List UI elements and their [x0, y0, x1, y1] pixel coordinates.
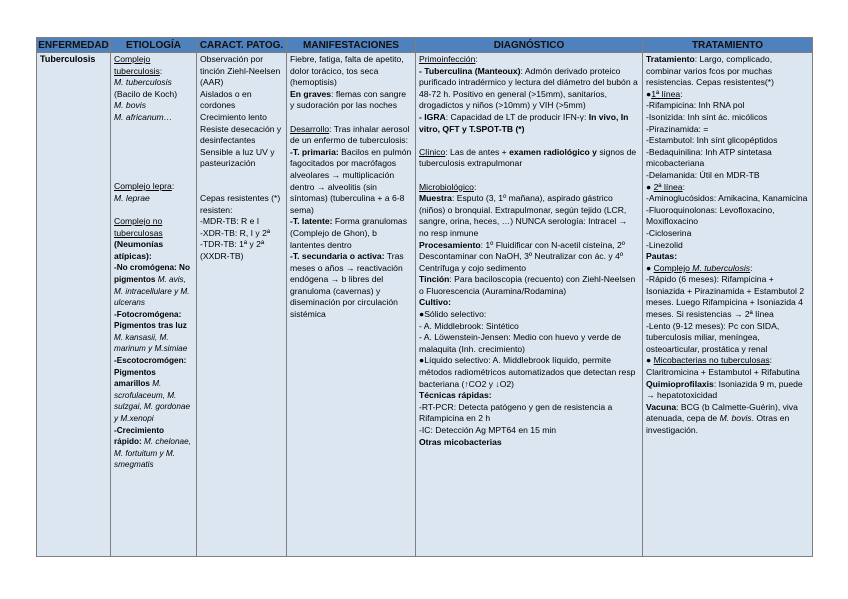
diagnosis-lowenstein: - A. Löwenstein-Jensen: Medio con huevo y verde de malaquita (Inh. crecimiento) — [419, 332, 622, 354]
pathology-xdr: -XDR-TB: R, I y 2ª — [200, 227, 271, 238]
treatment-pautas: Pautas: — [646, 251, 678, 262]
manifestations-secondary: -T. secundaria o activa: Tras meses o años → reactivación endógena → b libres del granuloma (cavernas) y diseminación por circulación sistémica — [290, 251, 404, 320]
etiology-complex-leprae: Complejo lepra: — [114, 181, 175, 192]
manifestations-development: Desarrollo: Tras inhalar aerosol de un enfermo de tuberculosis: — [290, 123, 410, 146]
treatment-vaccine: Vacuna: BCG (b Calmette-Guérin), viva atenuada, cepa de M. bovis. Otras en investigación. — [646, 401, 798, 435]
pathology-stain: Observación por tinción Ziehl-Neelsen (AAR) — [200, 54, 281, 88]
treatment-complex-tb: ● Complejo M. tuberculosis: — [646, 262, 753, 273]
pathology-resistant-strains: Cepas resistentes (*) resisten: — [200, 192, 281, 215]
diagnosis-igra: - IGRA: Capacidad de LT de producir IFN-γ: In vivo, In vitro, QFT y T.SPOT-TB (*) — [419, 111, 629, 134]
treatment-cell — [643, 53, 813, 557]
bullet-icon: ● — [646, 262, 654, 273]
manifestations-latent: -T. latente: Forma granulomas (Complejo de Ghon), b lantentes dentro — [290, 216, 408, 250]
disease-cell — [37, 53, 111, 557]
diagnosis-other: Otras micobacterias — [419, 436, 502, 447]
etiology-species-tuberculosis: M. tuberculosis — [114, 77, 172, 88]
header-pathology: CARACT. PATOG. — [197, 38, 287, 53]
etiology-rapid-growth: -Crecimiento rápido: M. chelonae, M. fortuitum y M. smegmatis — [114, 425, 191, 470]
bullet-icon: ● — [646, 181, 654, 192]
pathology-slow-growth: Crecimiento lento — [200, 111, 267, 122]
disease-name: Tuberculosis — [40, 54, 96, 64]
treatment-linezolid: -Linezolid — [646, 239, 683, 250]
diagnosis-middlebrook: - A. Middlebrook: Sintético — [419, 320, 519, 331]
treatment-delamanida: -Delamanida: Útil en MDR-TB — [646, 169, 760, 180]
header-row — [37, 38, 813, 53]
header-diagnosis: DIAGNÓSTICO — [416, 38, 643, 53]
tuberculosis-table — [36, 37, 813, 557]
bullet-icon: ● — [646, 355, 654, 366]
etiology-cell — [111, 53, 197, 557]
diagnosis-processing: Procesamiento: 1º Fluidificar con N-acetil cisteína, 2º Descontaminar con NaOH, 3º Neutralizar con ác. y 4º Centrífuga y cojo sedimento — [419, 239, 625, 273]
header-treatment: TRATAMIENTO — [643, 38, 813, 53]
etiology-fotocromogen: -Fotocromógena: Pigmentos tras luz M. kansasii, M. marinum y M.simiae — [114, 309, 188, 354]
treatment-aminoglucosidos: -Aminoglucósidos: Amikacina, Kanamicina — [646, 193, 808, 204]
diagnosis-rapid: Técnicas rápidas: — [419, 390, 492, 401]
etiology-species-africanum: M. africanum… — [114, 111, 173, 122]
etiology-complex-ntm: Complejo no tuberculosas — [114, 215, 163, 238]
diagnosis-clinic: Clínico: Las de antes + examen radiológico y signos de tuberculosis extrapulmonar — [419, 146, 637, 169]
etiology-escotocromogen: -Escotocromógen: Pigmentos amarillos M. scrofulaceum, M. sulzgai, M. gordonae y M.xenopi — [114, 356, 191, 424]
treatment-intro: Tratamiento: Largo, complicado, combinar varios fcos por muchas resistencias. Cepas resistentes(*) — [646, 54, 774, 88]
treatment-chemoprophylaxis: Quimioprofilaxis: Isoniazida 9 m, puede → hepatotoxicidad — [646, 378, 803, 401]
manifestations-severe: En graves: flemas con sangre y sudoración por las noches — [290, 88, 407, 111]
treatment-pirazinamida: -Pirazinamida: = — [646, 123, 709, 134]
header-disease: ENFERMEDAD — [38, 39, 109, 51]
pathology-cell — [197, 53, 287, 557]
pathology-tdr: -TDR-TB: 1ª y 2ª (XXDR-TB) — [200, 239, 265, 261]
pathology-isolated: Aislados o en cordones — [200, 88, 252, 111]
header-etiology: ETIOLOGÍA — [111, 38, 197, 53]
diagnosis-culture: Cultivo: — [419, 297, 451, 308]
diagnosis-primo: Primoinfección: — [419, 54, 478, 64]
etiology-species-bovis: M. bovis — [114, 100, 146, 111]
pathology-sensitive: Sensible a luz UV y pasteurización — [200, 146, 275, 169]
diagnosis-micro: Microbiológico: — [419, 181, 477, 192]
treatment-slow: -Lento (9-12 meses): Pc con SIDA, tuberculosis miliar, meníngea, osteoarticular, prostática y renal — [646, 320, 780, 354]
tuberculosis-row — [37, 53, 813, 557]
treatment-cicloserina: -Cicloserina — [646, 227, 692, 238]
etiology-species-leprae: M. leprae — [114, 192, 150, 203]
etiology-species-koch: (Bacilo de Koch) — [114, 88, 178, 99]
treatment-rifampicina: -Rifampicina: Inh RNA pol — [646, 100, 745, 111]
diagnosis-ic: -IC: Detección Ag MPT64 en 15 min — [419, 425, 557, 435]
diagnosis-sample: Muestra: Esputo (3, 1º mañana), aspirado gástrico (niños) o bronquial. Extrapulmonar, según tejido (LCR, sangre, orina, heces, …) NUNCA serología: Intracel → no resp inmune — [419, 193, 628, 238]
etiology-noncromogen: -No cromógena: No pigmentos M. avis, M. intracellulare y M. ulcerans — [114, 263, 190, 308]
diagnosis-liquid: ●Líquido selectivo: A. Middlebrook líquido, permite métodos radiométricos automatizados que detectan resp bacteriana (↑CO2 y ↓O2) — [419, 355, 636, 389]
manifestations-primary: -T. primaria: Bacilos en pulmón fagocitados por macrófagos alveolares → multiplicación dentro → alveolitis (sin síntomas) (tuberculina + a 6-8 sema) — [290, 146, 412, 215]
diagnosis-rtpcr: -RT-PCR: Detecta patógeno y gen de resistencia a Rifampicina en 2 h — [419, 401, 613, 424]
treatment-isonizida: -Isonizida: Inh sínt ác. micólicos — [646, 111, 768, 122]
diagnosis-staining: Tinción: Para baciloscopia (recuento) con Ziehl-Neelsen o Fluorescencia (Auramina/Rodamina) — [419, 274, 636, 296]
etiology-complex-tb: Complejo tuberculosis: — [114, 54, 163, 76]
diagnosis-solid: ●Sólido selectivo: — [419, 309, 487, 320]
manifestations-symptoms: Fiebre, fatiga, falta de apetito, dolor torácico, tos seca (hemoptisis) — [290, 54, 404, 88]
treatment-bedaquilina: -Bedaquinilina: Inh ATP sintetasa micobacteriana — [646, 146, 772, 169]
header-manifestations: MANIFESTACIONES — [287, 38, 416, 53]
pathology-resists: Resiste desecación y desinfectantes — [200, 123, 282, 146]
diagnosis-cell — [416, 53, 643, 557]
treatment-fluoroquinolonas: -Fluoroquinolonas: Levofloxacino, Moxifloxacino — [646, 204, 775, 227]
etiology-ntm-note: (Neumonías atípicas): — [114, 239, 164, 261]
diagnosis-tuberculin: - Tuberculina (Manteoux): Admón derivado proteico purificado intradérmico y lectura del diámetro del bubón a 48-72 h. Positivo en general (>15mm), sanitarios, drogadictos y niños (>10mm) y VIH (>5mm) — [419, 65, 638, 111]
bullet-icon: ● — [646, 88, 652, 99]
treatment-fast: -Rápido (6 meses): Rifampicina + Isoniazida + Pirazinamida + Estambutol 2 meses. Luego Rifampicina + Isoniazida 4 meses. Si resistencias → 2ª línea — [646, 274, 805, 320]
manifestations-cell — [287, 53, 416, 557]
treatment-line2: ● 2ª línea: — [646, 181, 685, 192]
treatment-estambutol: -Estambutol: Inh sínt glicopéptidos — [646, 135, 778, 146]
pathology-mdr: -MDR-TB: R e I — [200, 216, 260, 227]
treatment-line1: ●1ª línea: — [646, 88, 683, 99]
treatment-ntm: ● Micobacterias no tuberculosas: Claritromicina + Estambutol + Rifabutina — [646, 355, 800, 378]
